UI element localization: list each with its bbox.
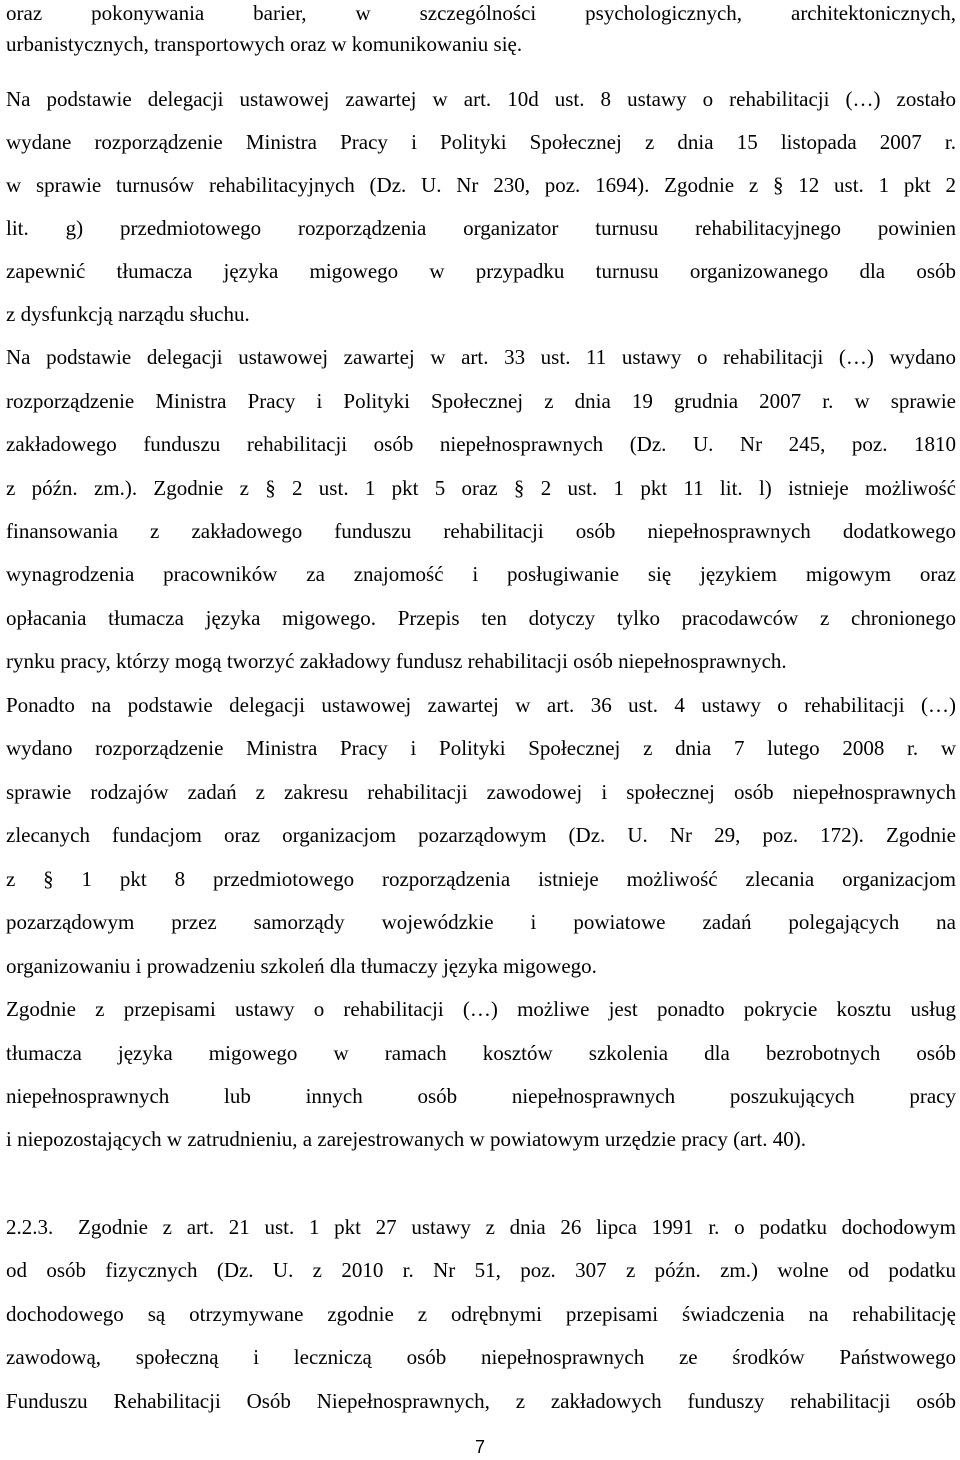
text-line: lit. g) przedmiotowego rozporządzenia organizator turnusu rehabilitacyjnego powinien — [6, 216, 956, 240]
text-line: i niepozostających w zatrudnieniu, a zarejestrowanych w powiatowym urzędzie pracy (art. 40). — [6, 1127, 806, 1151]
text-line: Ponadto na podstawie delegacji ustawowej zawartej w art. 36 ust. 4 ustawy o rehabilitacji (…) — [6, 693, 956, 717]
text-line: urbanistycznych, transportowych oraz w komunikowaniu się. — [6, 32, 523, 56]
section-number: 2.2.3. — [6, 1215, 54, 1239]
text-line: wynagrodzenia pracowników za znajomość i posługiwanie się językiem migowym oraz — [6, 562, 956, 586]
text-line: wydano rozporządzenie Ministra Pracy i Polityki Społecznej z dnia 7 lutego 2008 r. w — [6, 736, 956, 760]
text-line: od osób fizycznych (Dz. U. z 2010 r. Nr 51, poz. 307 z późn. zm.) wolne od podatku — [6, 1258, 956, 1282]
page-number: 7 — [474, 1437, 485, 1457]
text-line: zakładowego funduszu rehabilitacji osób niepełnosprawnych (Dz. U. Nr 245, poz. 1810 — [6, 432, 956, 456]
text-line: oraz pokonywania barier, w szczególności psychologicznych, architektonicznych, — [6, 1, 956, 25]
text-line: niepełnosprawnych lub innych osób niepełnosprawnych poszukujących pracy — [6, 1084, 956, 1108]
text-line: rozporządzenie Ministra Pracy i Polityki Społecznej z dnia 19 grudnia 2007 r. w sprawie — [6, 389, 956, 413]
text-line: Funduszu Rehabilitacji Osób Niepełnosprawnych, z zakładowych funduszy rehabilitacji osób — [6, 1389, 956, 1413]
text-line: zapewnić tłumacza języka migowego w przypadku turnusu organizowanego dla osób — [6, 259, 956, 283]
section-first-line-text: Zgodnie z art. 21 ust. 1 pkt 27 ustawy z dnia 26 lipca 1991 r. o podatku dochodowym — [78, 1215, 956, 1239]
text-line: Na podstawie delegacji ustawowej zawartej w art. 10d ust. 8 ustawy o rehabilitacji (…) zostało — [6, 87, 956, 111]
text-line: zawodową, społeczną i leczniczą osób niepełnosprawnych ze środków Państwowego — [6, 1345, 956, 1369]
text-line: tłumacza języka migowego w ramach kosztów szkolenia dla bezrobotnych osób — [6, 1041, 956, 1065]
text-line: rynku pracy, którzy mogą tworzyć zakładowy fundusz rehabilitacji osób niepełnosprawnych. — [6, 649, 787, 673]
text-line: opłacania tłumacza języka migowego. Przepis ten dotyczy tylko pracodawców z chronionego — [6, 606, 956, 630]
text-line: organizowaniu i prowadzeniu szkoleń dla tłumaczy języka migowego. — [6, 954, 597, 978]
text-line: pozarządowym przez samorządy wojewódzkie i powiatowe zadań polegających na — [6, 910, 956, 934]
text-line: w sprawie turnusów rehabilitacyjnych (Dz. U. Nr 230, poz. 1694). Zgodnie z § 12 ust. 1 pkt 2 — [6, 173, 956, 197]
section-first-line — [6, 1214, 956, 1240]
text-line: wydane rozporządzenie Ministra Pracy i Polityki Społecznej z dnia 15 listopada 2007 r. — [6, 130, 956, 154]
text-line: finansowania z zakładowego funduszu rehabilitacji osób niepełnosprawnych dodatkowego — [6, 519, 956, 543]
text-line: z dysfunkcją narządu słuchu. — [6, 302, 250, 326]
text-line: sprawie rodzajów zadań z zakresu rehabilitacji zawodowej i społecznej osób niepełnosprawnych — [6, 780, 956, 804]
text-line: Na podstawie delegacji ustawowej zawartej w art. 33 ust. 11 ustawy o rehabilitacji (…) wydano — [6, 345, 956, 369]
text-line: z § 1 pkt 8 przedmiotowego rozporządzenia istnieje możliwość zlecania organizacjom — [6, 867, 956, 891]
text-line: z późn. zm.). Zgodnie z § 2 ust. 1 pkt 5 oraz § 2 ust. 1 pkt 11 lit. l) istnieje możliwość — [6, 476, 956, 500]
text-line: zlecanych fundacjom oraz organizacjom pozarządowym (Dz. U. Nr 29, poz. 172). Zgodnie — [6, 823, 956, 847]
text-line: Zgodnie z przepisami ustawy o rehabilitacji (…) możliwe jest ponadto pokrycie kosztu usług — [6, 997, 956, 1021]
text-line: dochodowego są otrzymywane zgodnie z odrębnymi przepisami świadczenia na rehabilitację — [6, 1302, 956, 1326]
